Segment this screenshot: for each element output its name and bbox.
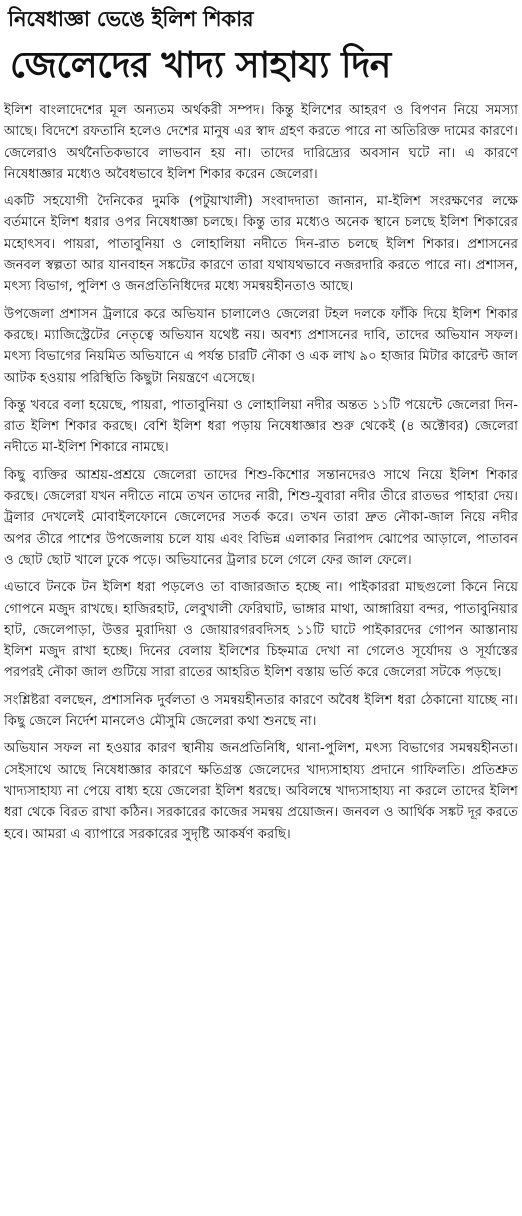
article-paragraph: একটি সহযোগী দৈনিকের দুমকি (পটুয়াখালী) সংবাদদাতা জানান, মা-ইলিশ সংরক্ষণের লক্ষে বর্তমানে ইলিশ ধরার ওপর নিষেধাজ্ঞা চলছে। কিন্তু তার মধ্যেও অনেক স্থানে চলছে ইলিশ শিকারের মহোৎসব। পায়রা, পাতাবুনিয়া ও লোহালিয়া নদীতে দিন-রাত চলছে ইলিশ শিকার। প্রশাসনের জনবল স্বল্পতা আর যানবাহন সঙ্কটের কারণে তারা যথাযথভাবে নজরদারি করতে পারে না। প্রশাসন, মৎস্য বিভাগ, পুলিশ ও জনপ্রতিনিধিদের মধ্যে সমন্বয়হীনতাও আছে। [4,194,518,295]
article-paragraph: কিছু ব্যক্তির আশ্রয়-প্রশ্রয়ে জেলেরা তাদের শিশু-কিশোর সন্তানদেরও সাথে নিয়ে ইলিশ শিকার করছে। জেলেরা যখন নদীতে নামে তখন তাদের নারী, শিশু-যুবারা নদীর তীরে রাতভর পাহারা দেয়। ট্রলার দেখলেই মোবাইলফোনে জেলেদের সতর্ক করে। তখন তারা দ্রুত নৌকা-জাল নিয়ে নদীর অপর তীরে পাশের উপজেলায় চলে যায় এবং বিভিন্ন এলাকার নিরাপদ ঝোপের আড়ালে, পাতাবন ও ছোট ছোট খালে ঢুকে পড়ে। অভিযানের ট্রলার চলে গেলে ফের জাল ফেলে। [4,467,518,568]
article-paragraph: উপজেলা প্রশাসন ট্রলারে করে অভিযান চালালেও জেলেরা টহল দলকে ফাঁকি দিয়ে ইলিশ শিকার করছে। ম্যাজিস্ট্রেটের নেতৃত্বে অভিযান যথেষ্ট নয়। অবশ্য প্রশাসনের দাবি, তাদের অভিযান সফল। মৎস্য বিভাগের নিয়মিত অভিযানে এ পর্যন্ত চারটি নৌকা ও এক লাখ ৯০ হাজার মিটার কারেন্ট জাল আটক হওয়ায় পরিস্থিতি কিছুটা নিয়ন্ত্রণে এসেছে। [4,306,518,386]
article-body [4,100,518,845]
article-kicker: নিষেধাজ্ঞা ভেঙে ইলিশ শিকার [8,7,254,31]
article-paragraph: সংশ্লিষ্টরা বলছেন, প্রশাসনিক দুর্বলতা ও সমন্বয়হীনতার কারণে অবৈধ ইলিশ ধরা ঠেকানো যাচ্ছে না। কিছু জেলে নির্দেশ মানলেও মৌসুমি জেলেরা কথা শুনছে না। [4,692,518,730]
article-headline: জেলেদের খাদ্য সাহায্য দিন [10,45,391,86]
article-paragraph: কিন্তু খবরে বলা হয়েছে, পায়রা, পাতাবুনিয়া ও লোহালিয়া নদীর অন্তত ১১টি পয়েন্টে জেলেরা দিন-রাত ইলিশ শিকার করছে। বেশি ইলিশ ধরা পড়ায় নিষেধাজ্ঞার শুরু থেকেই (৪ অক্টোবর) জেলেরা নদীতে মা-ইলিশ শিকারে নামছে। [4,397,518,456]
article-paragraph: ইলিশ বাংলাদেশের মূল অন্যতম অর্থকরী সম্পদ। কিন্তু ইলিশের আহরণ ও বিপণন নিয়ে সমস্যা আছে। বিদেশে রফতানি হলেও দেশের মানুষ এর স্বাদ গ্রহণ করতে পারে না অতিরিক্ত দামের কারণে। জেলেরাও অর্থনৈতিকভাবে লাভবান হয় না। তাদের দারিদ্র্যের অবসান ঘটে না। এ কারণে নিষেধাজ্ঞার মধ্যেও অবৈধভাবে ইলিশ শিকার করেন জেলেরা। [4,103,518,182]
article-paragraph: অভিযান সফল না হওয়ার কারণ স্থানীয় জনপ্রতিনিধি, থানা-পুলিশ, মৎস্য বিভাগের সমন্বয়হীনতা। সেইসাথে আছে নিষেধাজ্ঞার কারণে ক্ষতিগ্রস্ত জেলেদের খাদ্যসাহায্য প্রদানে গাফিলতি। প্রতিশ্রুত খাদ্যসাহায্য না পেয়ে বাধ্য হয়ে জেলেরা ইলিশ ধরছে। অবিলম্বে খাদ্যসাহায্য না করলে তাদের ইলিশ ধরা থেকে বিরত রাখা কঠিন। সরকারের কাজের সমন্বয় প্রয়োজন। জনবল ও আর্থিক সঙ্কট দূর করতে হবে। আমরা এ ব্যাপারে সরকারের সুদৃষ্টি আকর্ষণ করছি। [4,741,518,842]
article-paragraph: এভাবে টনকে টন ইলিশ ধরা পড়লেও তা বাজারজাত হচ্ছে না। পাইকাররা মাছগুলো কিনে নিয়ে গোপনে মজুদ রাখছে। হাজিরহাট, লেবুখালী ফেরিঘাট, ভাঙ্গার মাথা, আঙ্গারিয়া বন্দর, পাতাবুনিয়ার হাট, জেলেপাড়া, উত্তর মুরাদিয়া ও জোয়ারগরবদিসহ ১১টি ঘাটে পাইকারদের গোপন আস্তানায় ইলিশ মজুদ রাখা হচ্ছে। দিনের বেলায় ইলিশের চিহ্নমাত্র দেখা না গেলেও সূর্যোদয় ও সূর্যাস্তের পরপরই নৌকা জাল গুটিয়ে সারা রাতের আহরিত ইলিশ বস্তায় ভর্তি করে জেলেরা সটকে পড়ছে। [4,580,518,681]
